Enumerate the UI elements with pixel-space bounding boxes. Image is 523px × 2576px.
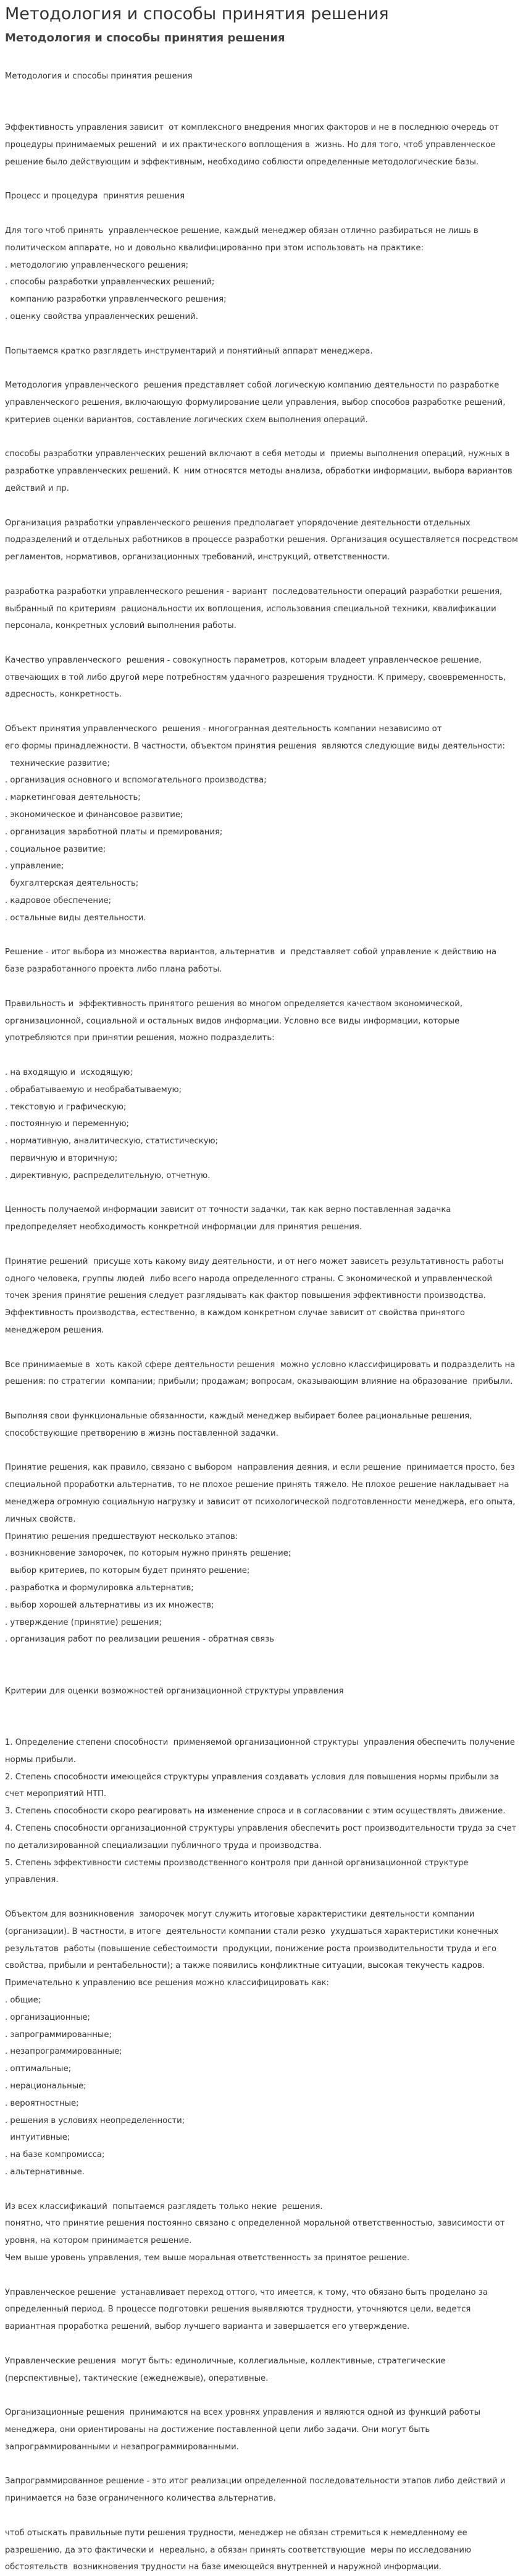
- page-title: Методология и способы принятия решения: [5, 4, 389, 23]
- article-body: Методология и способы принятия решения Эффективность управления зависит от комплексного внедрения многих факторов и не в последнюю очередь от процедуры принимаемых решений и их практического воплощения в жизнь. Но для того, чтоб управленческое решение было действующим и эффективным, необходимо соблюсти определенные методологические базы. Процесс и процедура принятия решения Для того чтоб принять управленческое решение, каждый менеджер обязан отлично разбираться не лишь в политическом аппарате, но и довольно квалифицированно при этом использовать на практике: . методологию управленческого решения; . способы разработки управленческих решений; компанию разработки управленческого решения; . оценку свойства управленческих решений. Попытаемся кратко разглядеть инструментарий и понятийный аппарат менеджера. Методология управленческого решения представляет собой логическую компанию деятельности по разработке управленческого решения, включающую формулирование цели управления, выбор способов разработке решений, критериев оценки вариантов, составление логических схем выполнения операций. способы разработки управленческих решений включают в себя методы и приемы выполнения операций, нужных в разработке управленческих решений. К ним относятся методы анализа, обработки информации, выбора вариантов действий и пр. Организация разработки управленческого решения предполагает упорядочение деятельности отдельных подразделений и отдельных работников в процессе разработки решения. Организация осуществляется посредством регламентов, нормативов, организационных требований, инструкций, ответственности. разработка разработки управленческого решения - вариант последовательности операций разработки решения, выбранный по критериям рациональности их воплощения, использования специальной техники, квалификации персонала, конкретных условий выполнения работы. Качество управленческого решения - совокупность параметров, которым владеет управленческое решение, отвечающих в той либо другой мере потребностям удачного разрешения трудности. К примеру, своевременность, адресность, конкретность. Объект принятия управленческого решения - многогранная деятельность компании независимо от его формы принадлежности. В частности, объектом принятия решения являются следующие виды деятельности: технические развитие; . организация основного и вспомогательного производства; . маркетинговая деятельность; . экономическое и финансовое развитие; . организация заработной платы и премирования; . социальное развитие; . управление; бухгалтерская деятельность; . кадровое обеспечение; . остальные виды деятельности. Решение - итог выбора из множества вариантов, альтернатив и представляет собой управление к действию на базе разработанного проекта либо плана работы. Правильность и эффективность принятого решения во многом определяется качеством экономической, организационной, социальной и остальных видов информации. Условно все виды информации, которые употребляются при принятии решения, можно подразделить: . на входящую и исходящую; . обрабатываемую и необрабатываемую; . текстовую и графическую; . постоянную и переменную; . нормативную, аналитическую, статистическую; первичную и вторичную; . директивную, распределительную, отчетную. Ценность получаемой информации зависит от точности задачки, так как верно поставленная задачка предопределяет необходимость конкретной информации для принятия решения. Принятие решений присуще хоть какому виду деятельности, и от него может зависеть результативность работы одного человека, группы людей либо всего народа определенного страны. С экономической и управленческой точек зрения принятие решения следует разглядывать как фактор повышения эффективности производства. Эффективность производства, естественно, в каждом конкретном случае зависит от свойства принятого менеджером решения. Все принимаемые в хоть какой сфере деятельности решения можно условно классифицировать и подразделить на решения: по стратегии компании; прибыли; продажам; вопросам, оказывающим влияние на образование прибыли. Выполняя свои функциональные обязанности, каждый менеджер выбирает более рациональные решения, способствующие претворению в жизнь поставленной задачки. Принятие решения, как правило, связано с выбором направления деяния, и если решение принимается просто, без специальной проработки альтернатив, то не плохое решение принять тяжело. Не плохое решение накладывает на менеджера огромную социальную нагрузку и зависит от психологической подготовленности менеджера, его опыта, личных свойств. Принятию решения предшествуют несколько этапов: . возникновение заморочек, по которым нужно принять решение; выбор критериев, по которым будет принято решение; . разработка и формулировка альтернатив; . выбор хорошей альтернативы из их множеств; . утверждение (принятие) решения; . организация работ по реализации решения - обратная связь Критерии для оценки возможностей организационной структуры управления 1. Определение степени способности применяемой организационной структуры управления обеспечить получение нормы прибыли. 2. Степень способности имеющейся структуры управления создавать условия для повышения нормы прибыли за счет мероприятий НТП. 3. Степень способности скоро реагировать на изменение спроса и в согласовании с этим осуществлять движение. 4. Степень способности организационной структуры управления обеспечить рост производительности труда за счет по детализированной специализации публичного труда и производства. 5. Степень эффективности системы производственного контроля при данной организационной структуре управления. Объектом для возникновения заморочек могут служить итоговые характеристики деятельности компании (организации). В частности, в итоге деятельности компании стали резко ухудшаться характеристики конечных результатов работы (повышение себестоимости продукции, понижение роста производительности труда и его свойства, прибыли и рентабельности); а также появились конфликтные ситуации, высокая текучесть кадров. Примечательно к управлению все решения можно классифицировать как: . общие; . организационные; . запрограммированные; . незапрограммированные; . оптимальные; . нерациональные; . вероятностные; . решения в условиях неопределенности; интуитивные; . на базе компромисса; . альтернативные. Из всех классификаций попытаемся разглядеть только некие решения. понятно, что принятие решения постоянно связано с определенной моральной ответственностью, зависимости от уровня, на котором принимается решение. Чем выше уровень управления, тем выше моральная ответственность за принятое решение. Управленческое решение устанавливает переход оттого, что имеется, к тому, что обязано быть проделано за определенный период. В процессе подготовки решения выявляются трудности, уточняются цели, ведется вариантная проработка решений, выбор лучшего варианта и завершается его утверждение. Управленческие решения могут быть: единоличные, коллегиальные, коллективные, стратегические (перспективные), тактические (ежеднежвые), оперативные. Организационные решения принимаются на всех уровнях управления и являются одной из функций работы менеджера, они ориентированы на достижение поставленной цепи либо задачи. Они могут быть запрограммированными и незапрограммированными. Запрограммированное решение - это итог реализации определенной последовательности этапов либо действий и принимается на базе ограниченного количества альтернатив. чтоб отыскать правильные пути решения трудности, менеджер не обязан стремиться к немедленному ее разрешению, да это фактически и нереально, а обязан принять соответствующие меры по исследованию обстоятельств возникновения трудности на базе имеющейся внутренней и наружной информации.: [5, 71, 519, 2572]
- article-subtitle: Методология и способы принятия решения: [5, 32, 285, 44]
